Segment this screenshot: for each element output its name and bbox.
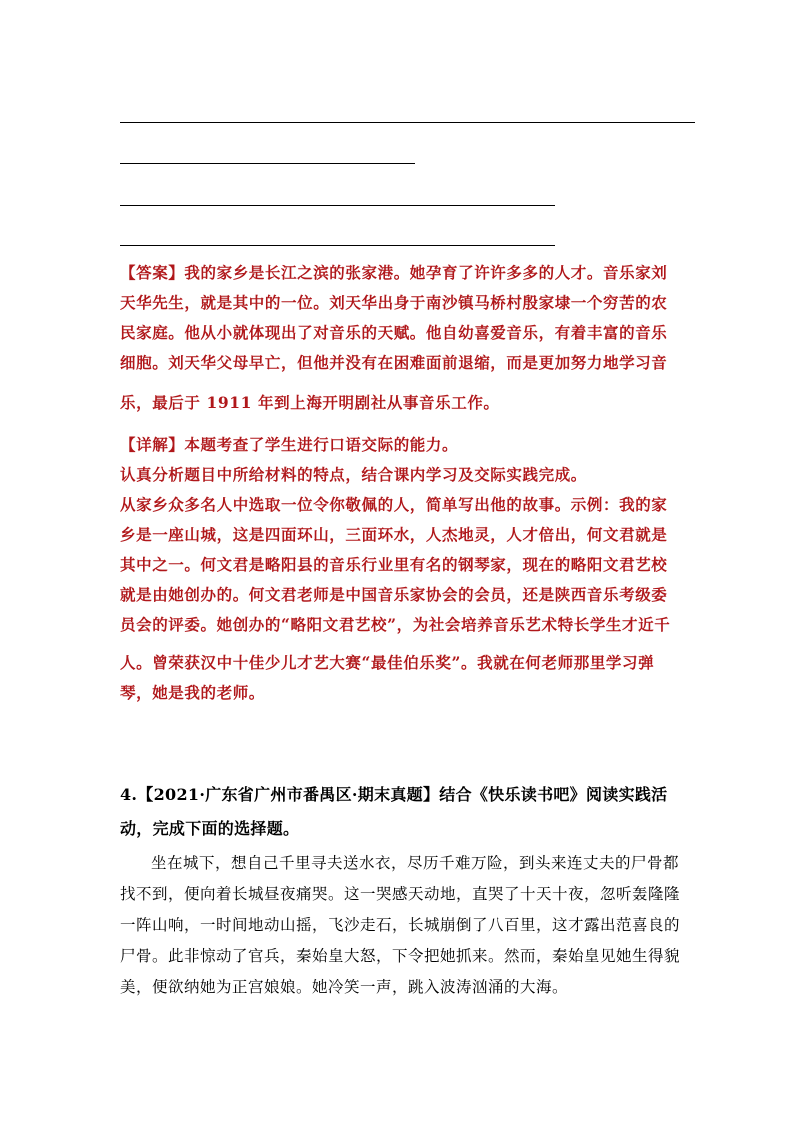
answer-section (120, 258, 680, 418)
detail-line-2: 认真分析题目中所给材料的特点，结合课内学习及交际实践完成。 (120, 465, 587, 484)
answer-blank-line-3 (120, 205, 555, 206)
detail-paragraph-end: 人。曾荣获汉中十佳少儿才艺大赛“最佳伯乐奖”。我就在何老师那里学习弹琴，她是我的老师。 (120, 653, 655, 702)
detail-line1-text: 本题考查了学生进行口语交际的能力。 (184, 435, 459, 454)
detail-label: 【详解】 (120, 435, 185, 454)
answer-last-line: 乐，最后于 1911 年到上海开明剧社从事音乐工作。 (120, 393, 500, 412)
question-4-heading: 4.【2021·广东省广州市番禺区·期末真题】结合《快乐读书吧》阅读实践活动，完成下面的选择题。 (120, 785, 668, 838)
detail-section (120, 430, 680, 708)
answer-blank-line-4 (120, 245, 555, 246)
detail-paragraph: 从家乡众多名人中选取一位令你敬佩的人，简单写出他的故事。示例：我的家乡是一座山城，这是四面环山，三面环水，人杰地灵，人才倍出，何文君就是其中之一。何文君是略阳县的音乐行业里有名的钢琴家，现在的略阳文君艺校就是由她创办的。何文君老师是中国音乐家协会的会员，还是陕西音乐考级委员会的评委。她创办的“略阳文君艺校”，为社会培养音乐艺术特长学生才近千 (120, 495, 671, 634)
detail-line-1 (120, 430, 680, 460)
answer-text: 我的家乡是长江之滨的张家港。她孕育了许许多多的人才。音乐家刘天华先生，就是其中的一位。刘天华出身于南沙镇马桥村殷家埭一个穷苦的农民家庭。他从小就体现出了对音乐的天赋。他自幼喜爱音乐，有着丰富的音乐细胞。刘天华父母早亡，但他并没有在困难面前退缩，而是更加努力地学习音 (120, 263, 668, 372)
reading-passage: 坐在城下，想自己千里寻夫送水衣，尽历千难万险，到头来连丈夫的尸骨都找不到，便向着长城昼夜痛哭。这一哭感天动地，直哭了十天十夜，忽听轰隆隆一阵山响，一时间地动山摇，飞沙走石，长城崩倒了八百里，这才露出范喜良的尸骨。此非惊动了官兵，秦始皇大怒，下令把她抓来。然而，秦始皇见她生得貌美，便欲纳她为正宫娘娘。她冷笑一声，跳入波涛汹涌的大海。 (120, 854, 681, 996)
answer-blank-line-1 (120, 122, 695, 123)
answer-label: 【答案】 (120, 263, 185, 282)
answer-blank-line-2 (120, 163, 415, 164)
